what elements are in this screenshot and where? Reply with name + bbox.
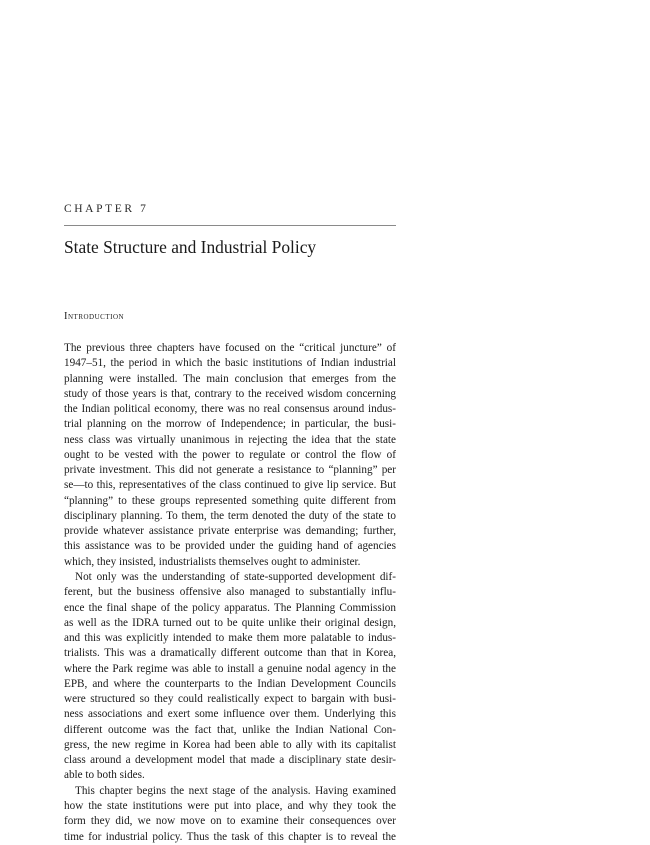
text-line: ness class was virtually unanimous in rejecting the idea that the state (64, 433, 396, 446)
text-line: able to both sides. (64, 769, 145, 782)
chapter-label: CHAPTER 7 (64, 203, 149, 215)
text-line: This chapter begins the next stage of the analysis. Having examined (75, 784, 396, 797)
chapter-title: State Structure and Industrial Policy (64, 237, 317, 257)
text-line: provide whatever assistance private enterprise was demanding; further, (64, 525, 396, 538)
text-line: form they did, we now move on to examine their consequences over (64, 815, 396, 828)
text-line: EPB, and where the counterparts to the Indian Development Councils (64, 677, 396, 690)
text-line: ferent, but the business offensive also managed to substantially influ- (64, 586, 396, 599)
body-text (64, 341, 396, 845)
text-line: “planning” to these groups represented something quite different from (64, 494, 396, 507)
text-line: study of those years is that, contrary to the received wisdom concerning (64, 387, 396, 400)
text-line: were structured so they could realistically expect to bargain with busi- (64, 693, 396, 706)
text-line: 1947–51, the period in which the basic institutions of Indian industrial (64, 357, 396, 370)
text-line: which, they insisted, industrialists themselves ought to administer. (64, 555, 361, 568)
text-line: how the state institutions were put into place, and why they took the (64, 799, 396, 812)
section-heading: Introduction (64, 311, 125, 322)
text-line: ought to be vested with the power to regulate or control the flow of (64, 448, 396, 461)
text-line: gress, the new regime in Korea had been able to ally with its capitalist (64, 738, 396, 751)
text-line: planning were installed. The main conclusion that emerges from the (64, 372, 396, 385)
text-line: private investment. This did not generate a resistance to “planning” per (64, 464, 396, 477)
text-line: and this was explicitly intended to make them more palatable to indus- (64, 632, 396, 645)
text-line: as well as the IDRA turned out to be quite unlike their original design, (64, 616, 396, 629)
text-line: trialists. This was a dramatically different outcome than that in Korea, (64, 647, 396, 660)
text-line: the Indian political economy, there was no real consensus around indus- (64, 403, 396, 416)
paragraph-2 (64, 570, 396, 784)
text-line: ence the final shape of the policy apparatus. The Planning Commission (64, 601, 396, 614)
text-line: disciplinary planning. To them, the term denoted the duty of the state to (64, 509, 396, 522)
paragraph-1 (64, 341, 396, 570)
text-line: The previous three chapters have focused on the “critical juncture” of (64, 342, 396, 354)
text-line: this assistance was to be provided under the guiding hand of agencies (64, 540, 396, 553)
text-line: time for industrial policy. Thus the task of this chapter is to reveal the (64, 830, 396, 843)
text-line: where the Park regime was able to install a genuine nodal agency in the (64, 662, 396, 675)
text-line: different outcome was the fact that, unlike the Indian National Con- (64, 723, 396, 736)
text-line: ness associations and exert some influence over them. Underlying this (64, 708, 396, 721)
text-line: class around a development model that made a disciplinary state desir- (64, 754, 396, 767)
text-line: Not only was the understanding of state-supported development dif- (75, 570, 396, 583)
paragraph-3 (64, 784, 396, 845)
chapter-divider (64, 225, 396, 226)
text-line: trial planning on the morrow of Independence; in particular, the busi- (64, 418, 396, 431)
text-line: se—to this, representatives of the class continued to give lip service. But (64, 479, 396, 492)
